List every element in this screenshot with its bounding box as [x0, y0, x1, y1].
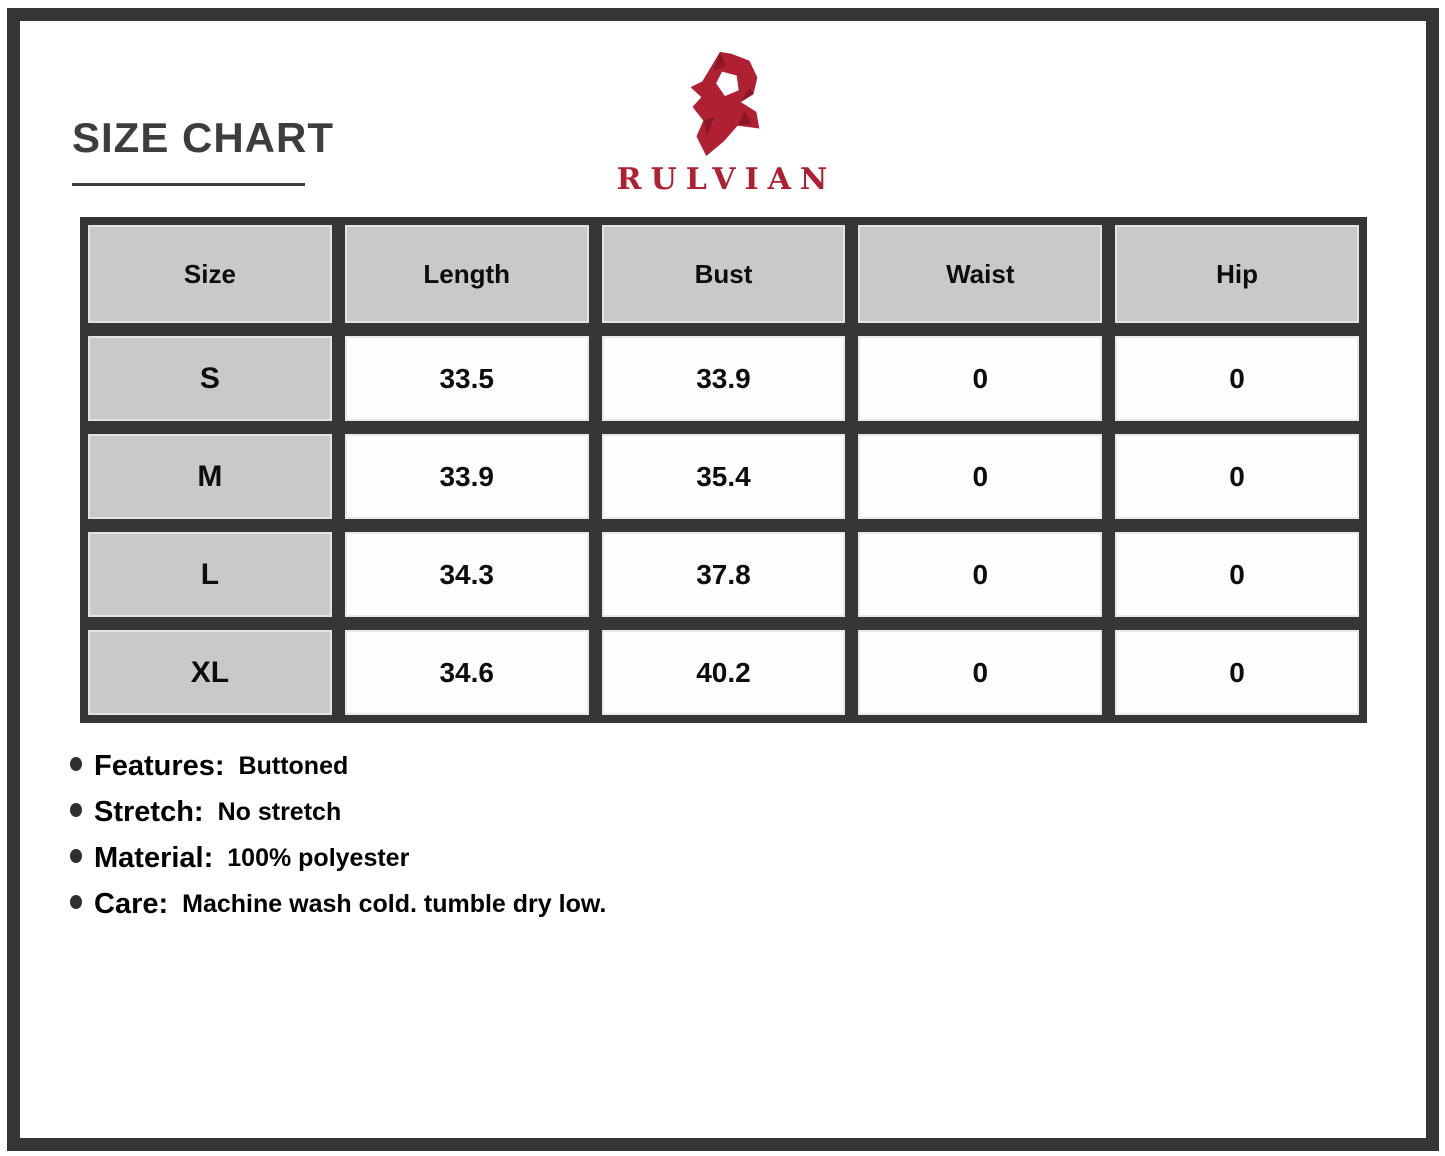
column-header-size: Size [88, 225, 332, 323]
row-xl-size-label: XL [88, 630, 332, 715]
detail-value: Buttoned [238, 752, 349, 780]
brand-wordmark: RULVIAN [616, 162, 837, 197]
detail-value: No stretch [217, 798, 342, 826]
row-s-size-label: S [88, 336, 332, 421]
column-header-length: Length [345, 225, 589, 323]
page-title: SIZE CHART [72, 114, 334, 161]
row-l-hip: 0 [1115, 532, 1359, 617]
detail-label: Material: [94, 842, 214, 874]
row-l-bust: 37.8 [602, 532, 846, 617]
bullet-icon [70, 803, 82, 817]
product-details-list [70, 750, 606, 921]
column-header-bust: Bust [602, 225, 846, 323]
row-xl-waist: 0 [858, 630, 1102, 715]
row-l-waist: 0 [858, 532, 1102, 617]
size-chart-table [80, 217, 1367, 723]
detail-material [70, 842, 606, 875]
row-m-hip: 0 [1115, 434, 1359, 519]
title-underline [72, 183, 305, 186]
rulvian-logo-icon [662, 48, 782, 158]
detail-value: 100% polyester [227, 844, 410, 872]
detail-care [70, 888, 606, 921]
detail-label: Stretch: [94, 796, 204, 828]
detail-features [70, 750, 606, 783]
row-m-bust: 35.4 [602, 434, 846, 519]
detail-label: Care: [94, 888, 169, 920]
row-m-waist: 0 [858, 434, 1102, 519]
row-m-size-label: M [88, 434, 332, 519]
row-xl-hip: 0 [1115, 630, 1359, 715]
row-xl-bust: 40.2 [602, 630, 846, 715]
row-s-bust: 33.9 [602, 336, 846, 421]
detail-stretch [70, 796, 606, 829]
row-l-length: 34.3 [345, 532, 589, 617]
bullet-icon [70, 895, 82, 909]
bullet-icon [70, 849, 82, 863]
row-s-length: 33.5 [345, 336, 589, 421]
row-s-hip: 0 [1115, 336, 1359, 421]
row-s-waist: 0 [858, 336, 1102, 421]
brand-block [572, 48, 872, 197]
detail-label: Features: [94, 750, 225, 782]
column-header-waist: Waist [858, 225, 1102, 323]
detail-value: Machine wash cold. tumble dry low. [182, 890, 607, 918]
row-xl-length: 34.6 [345, 630, 589, 715]
row-l-size-label: L [88, 532, 332, 617]
bullet-icon [70, 757, 82, 771]
column-header-hip: Hip [1115, 225, 1359, 323]
row-m-length: 33.9 [345, 434, 589, 519]
